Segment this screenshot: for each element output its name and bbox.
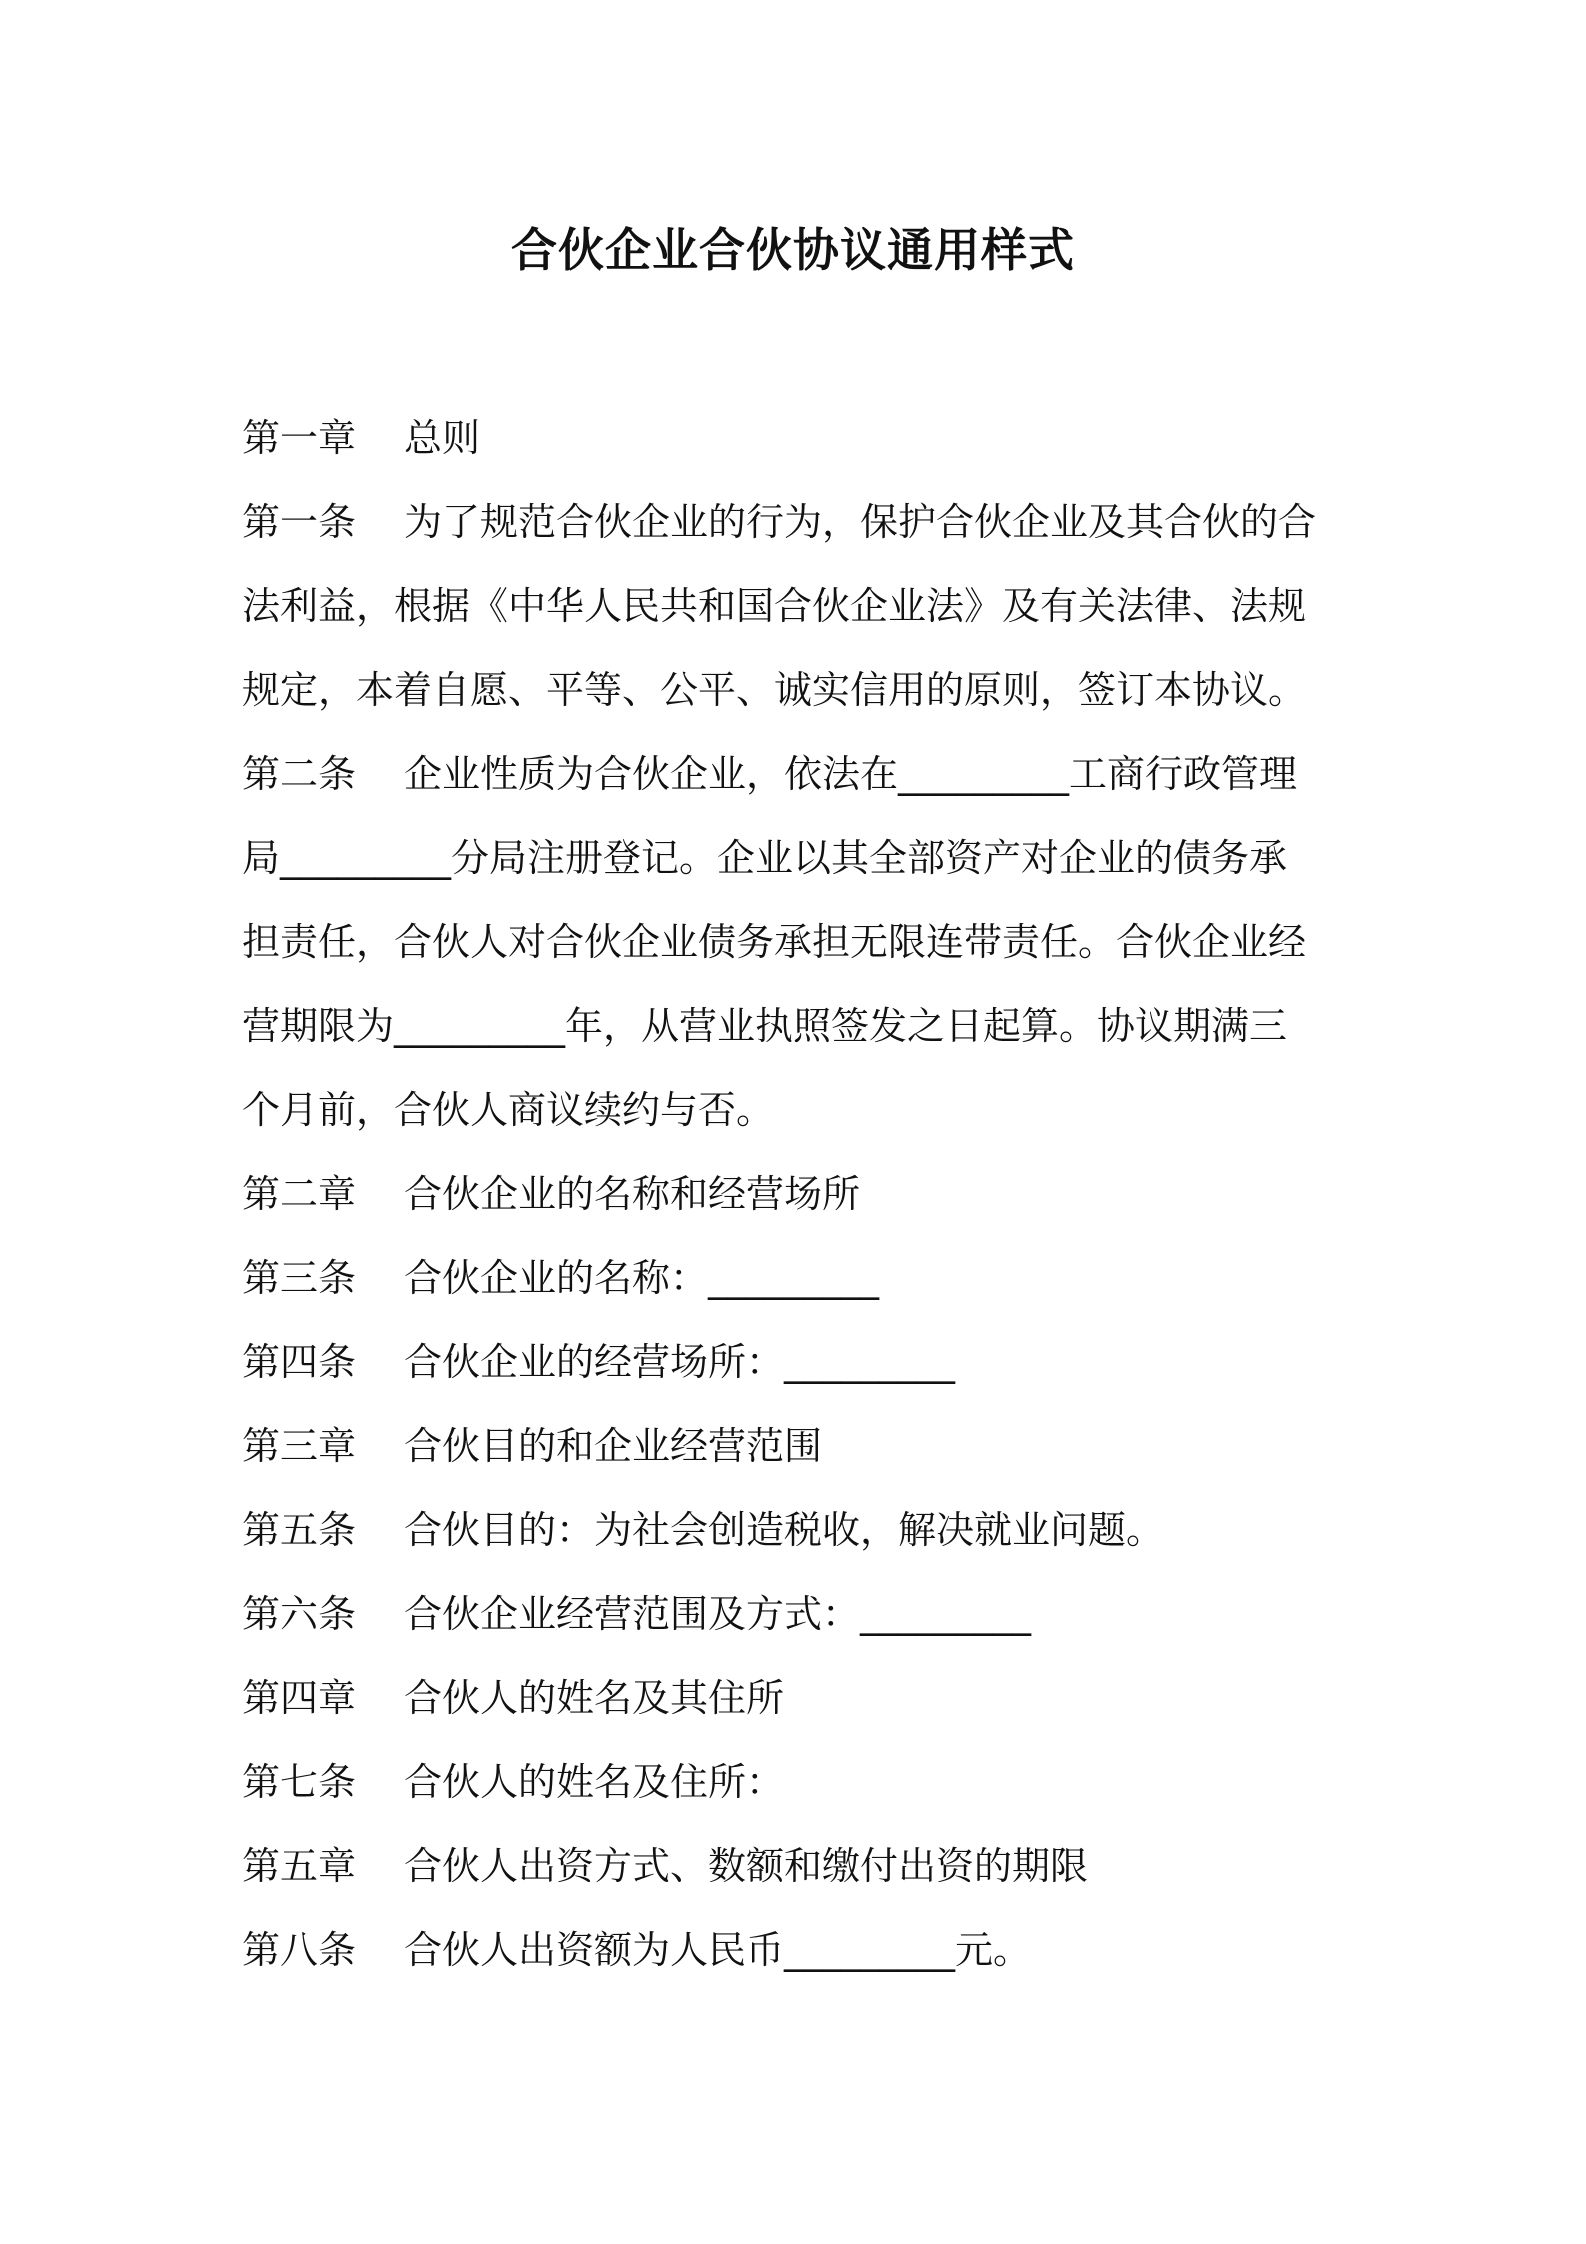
article-number: 第七条	[242, 1760, 357, 1804]
article-line	[242, 1488, 1352, 1572]
article-number: 第一条	[242, 500, 357, 544]
article-number: 第六条	[242, 1592, 357, 1636]
article-number: 第三条	[242, 1256, 357, 1300]
article-text: 担责任，合伙人对合伙企业债务承担无限连带责任。合伙企业经	[242, 920, 1307, 964]
article-number: 第四条	[242, 1340, 357, 1384]
chapter-title: 合伙人的姓名及其住所	[404, 1676, 785, 1720]
chapter-heading	[242, 1152, 1352, 1236]
article-line	[242, 1236, 1352, 1320]
continuation-line	[242, 816, 1352, 900]
article-text: 合伙企业的名称：_________	[404, 1256, 880, 1300]
article-line	[242, 1740, 1352, 1824]
article-line	[242, 1908, 1352, 1992]
chapter-heading	[242, 396, 1352, 480]
continuation-line	[242, 648, 1352, 732]
article-text: 为了规范合伙企业的行为，保护合伙企业及其合伙的合	[404, 500, 1317, 544]
continuation-line	[242, 1068, 1352, 1152]
article-number: 第五条	[242, 1508, 357, 1552]
chapter-number: 第一章	[242, 416, 357, 460]
article-text: 合伙人的姓名及住所：	[404, 1760, 785, 1804]
chapter-heading	[242, 1656, 1352, 1740]
chapter-title: 合伙目的和企业经营范围	[404, 1424, 823, 1468]
article-line	[242, 480, 1352, 564]
article-text: 企业性质为合伙企业，依法在_________工商行政管理	[404, 752, 1298, 796]
chapter-title: 合伙人出资方式、数额和缴付出资的期限	[404, 1844, 1089, 1888]
document-title: 合伙企业合伙协议通用样式	[511, 223, 1075, 277]
article-text: 合伙人出资额为人民币_________元。	[404, 1928, 1032, 1972]
continuation-line	[242, 564, 1352, 648]
article-text: 规定，本着自愿、平等、公平、诚实信用的原则，签订本协议。	[242, 668, 1307, 712]
chapter-number: 第四章	[242, 1676, 357, 1720]
article-text: 局_________分局注册登记。企业以其全部资产对企业的债务承	[242, 836, 1288, 880]
chapter-number: 第二章	[242, 1172, 357, 1216]
chapter-title: 合伙企业的名称和经营场所	[404, 1172, 861, 1216]
article-text: 合伙目的：为社会创造税收，解决就业问题。	[404, 1508, 1165, 1552]
article-text: 合伙企业经营范围及方式：_________	[404, 1592, 1032, 1636]
document-body	[242, 396, 1352, 1992]
article-text: 法利益，根据《中华人民共和国合伙企业法》及有关法律、法规	[242, 584, 1307, 628]
article-text: 个月前，合伙人商议续约与否。	[242, 1088, 775, 1132]
chapter-number: 第五章	[242, 1844, 357, 1888]
article-line	[242, 1320, 1352, 1404]
article-line	[242, 732, 1352, 816]
article-text: 合伙企业的经营场所：_________	[404, 1340, 956, 1384]
chapter-title: 总则	[404, 416, 481, 460]
chapter-heading	[242, 1404, 1352, 1488]
continuation-line	[242, 900, 1352, 984]
article-number: 第八条	[242, 1928, 357, 1972]
chapter-heading	[242, 1824, 1352, 1908]
article-text: 营期限为_________年，从营业执照签发之日起算。协议期满三	[242, 1004, 1288, 1048]
article-line	[242, 1572, 1352, 1656]
continuation-line	[242, 984, 1352, 1068]
article-number: 第二条	[242, 752, 357, 796]
chapter-number: 第三章	[242, 1424, 357, 1468]
